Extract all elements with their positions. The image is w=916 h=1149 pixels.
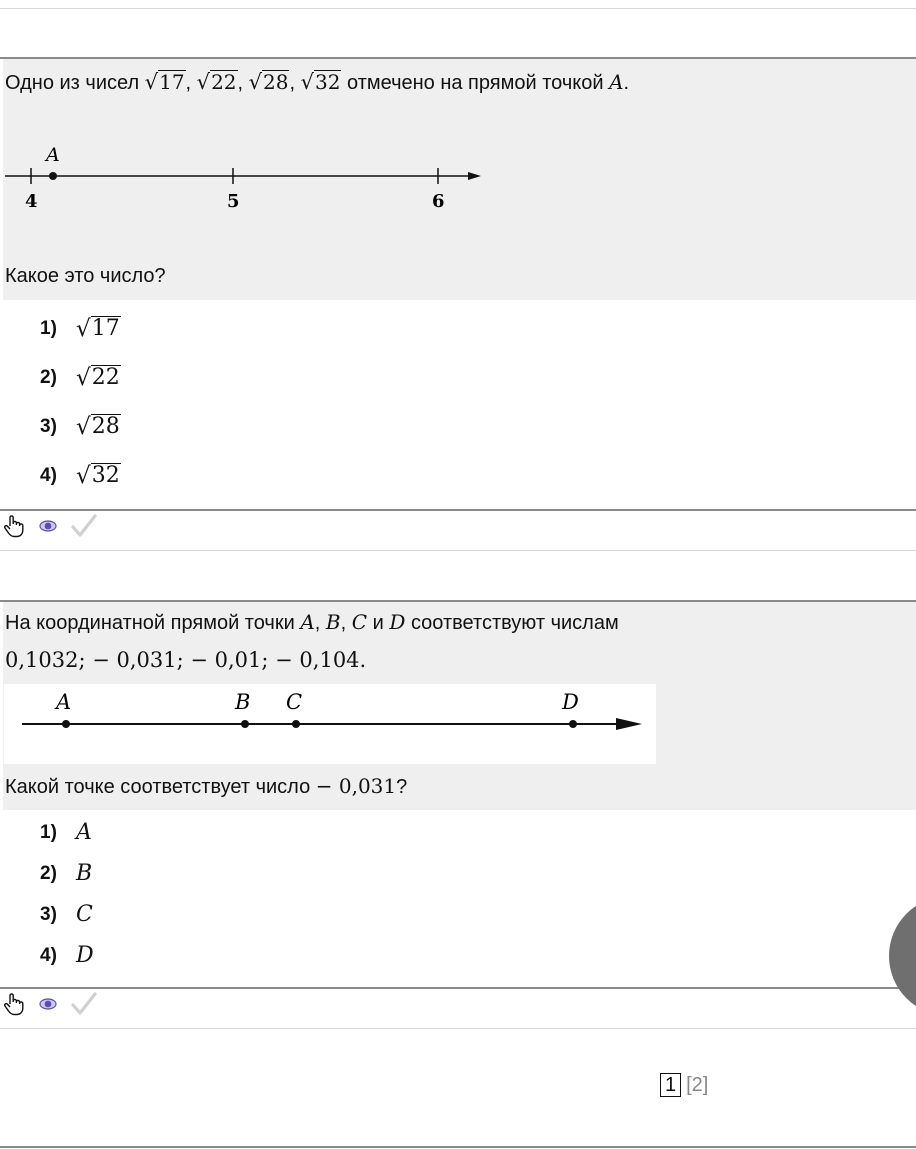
number-line-figure-2-bg [4,684,656,764]
pagination [660,1073,708,1097]
sqrt-17: √ 17 [144,70,185,94]
answer-option[interactable]: 4) √ 32 [40,462,120,489]
answer-option[interactable]: 1) A [40,820,92,845]
point-d-label: D [562,690,579,714]
sqrt-32: √ 32 [300,70,341,94]
answer-option[interactable]: 2) B [40,861,93,886]
point-d-dot [569,720,577,728]
tick-label-6: 6 [432,191,445,211]
answer-value: B [76,861,93,886]
page-link-2[interactable]: [2] [686,1073,709,1096]
answer-value: D [76,943,94,968]
eye-icon[interactable] [39,519,57,533]
tick-label-5: 5 [227,191,240,211]
number-line-2-arrow [616,718,642,730]
question2-numbers-list: 0,1032; − 0,031; − 0,01; − 0,104. [5,648,367,672]
point-name-d: D [389,610,406,634]
tick-label-4: 4 [25,191,38,211]
answer-option[interactable]: 4) D [40,943,94,968]
point-name-c: C [351,610,368,634]
question2-prompt-value: − 0,031 [315,774,397,798]
point-name-a: A [300,610,315,634]
question1-toolbar [3,511,97,541]
question-separator [0,1028,916,1029]
question2-toolbar [3,989,97,1019]
answer-value: √ 32 [76,462,120,489]
sqrt-22: √ 22 [196,70,237,94]
question1-intro: Одно из чисел [5,72,140,94]
point-a-label: A [56,690,72,714]
floating-action-button[interactable] [889,896,916,1016]
hand-pointer-icon[interactable] [3,514,25,538]
point-b-label: B [235,690,251,714]
point-name-b: B [325,610,341,634]
answer-value: √ 28 [76,413,120,440]
answer-option[interactable]: 1) √ 17 [40,315,120,342]
number-line-1-arrow [468,172,481,180]
answer-option[interactable]: 3) √ 28 [40,413,120,440]
answer-value: A [76,820,92,845]
question-separator [0,550,916,551]
checkmark-icon[interactable] [71,992,97,1016]
answer-option[interactable]: 2) √ 22 [40,364,120,391]
point-c-label: C [286,690,303,714]
point-a-dot [49,172,57,180]
question2-bottom-border [0,987,916,989]
top-divider [0,8,916,9]
eye-icon[interactable] [39,997,57,1011]
question1-point-name: A [609,70,624,94]
bottom-divider [0,1146,916,1148]
question1-suffix: отмечено на прямой точкой [347,72,604,94]
question2-panel [3,602,916,810]
answer-value: √ 17 [76,315,120,342]
question1-panel [3,59,916,300]
checkmark-icon[interactable] [71,514,97,538]
answer-value: √ 22 [76,364,120,391]
question1-bottom-border [0,509,916,511]
number-line-figure-1 [3,141,493,211]
answer-option[interactable]: 3) C [40,902,93,927]
point-a-dot [62,720,70,728]
question1-answers [40,304,121,500]
hand-pointer-icon[interactable] [3,992,25,1016]
sqrt-28: √ 28 [248,70,289,94]
point-a-label: A [46,144,60,166]
number-line-figure-2 [4,684,656,764]
point-c-dot [292,720,300,728]
point-b-dot [241,720,249,728]
question2-statement-line1: На координатной прямой точки A, B, C и D соответствуют числам [5,610,619,634]
answer-value: C [76,902,93,927]
page-current: 1 [660,1073,681,1097]
question1-prompt: Какое это число? [5,265,166,287]
question2-answers [40,812,94,976]
question2-prompt: Какой точке соответствует число − 0,031? [5,774,408,798]
question1-statement: Одно из чисел √ 17 , √ 22 , √ 28 , √ 32 отмечено на прямой точкой A. [5,70,630,94]
